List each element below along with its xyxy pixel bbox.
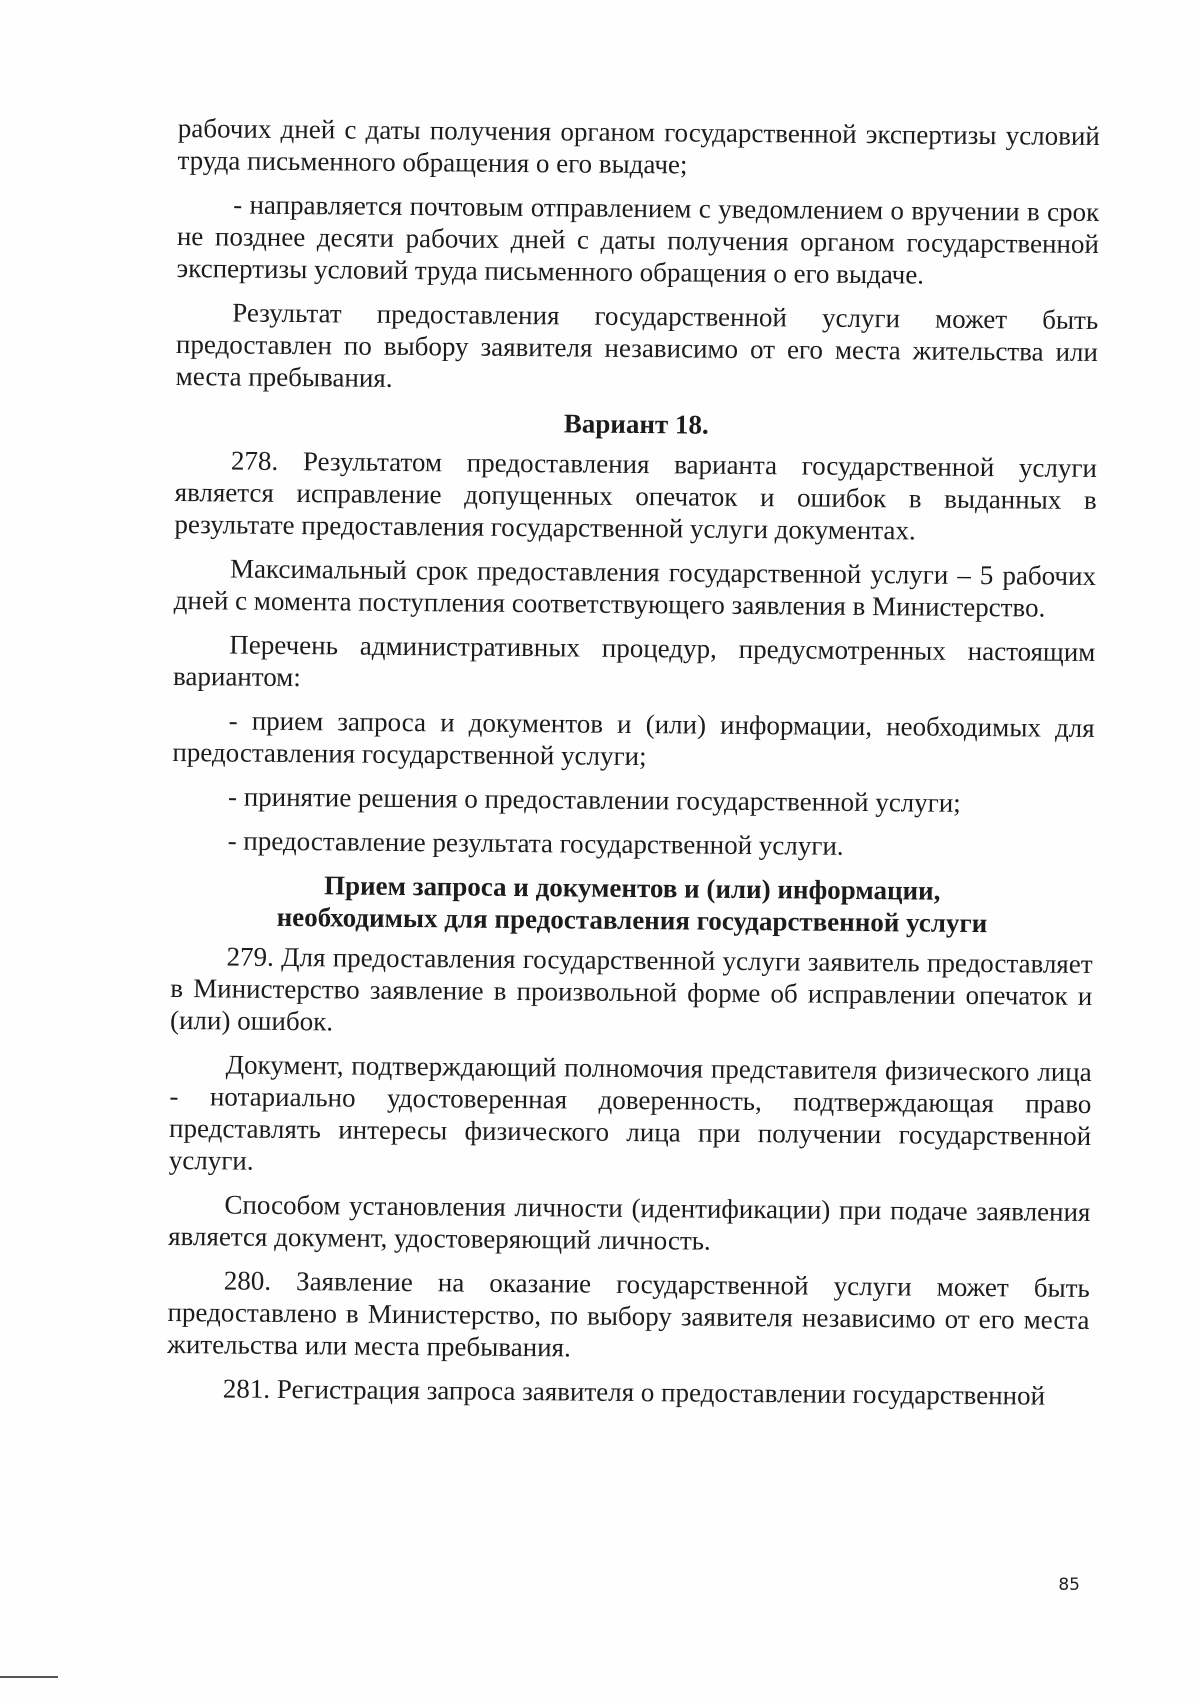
scan-edge-mark — [0, 1676, 58, 1678]
paragraph-278: 278. Результатом предоставления варианта государственной услуги является исправление допущенных опечаток и ошибок в выданных в результате предоставления государственной услуги документах. — [174, 445, 1098, 546]
paragraph-max-term: Максимальный срок предоставления государственной услуги – 5 рабочих дней с момента поступления соответствующего заявления в Министерство. — [173, 553, 1097, 623]
paragraph-279: 279. Для предоставления государственной услуги заявитель предоставляет в Министерство заявление в произвольной форме об исправлении опечаток и (или) ошибок. — [169, 941, 1093, 1037]
section-heading-line-1: Прием запроса и документов и (или) информации, — [323, 870, 941, 906]
page-number: 85 — [1058, 1575, 1080, 1595]
paragraph-identification: Способом установления личности (идентификации) при подаче заявления является документ, удостоверяющий личность. — [168, 1189, 1091, 1256]
list-item-postal-delivery: - направляется почтовым отправлением с уведомлением о вручении в срок не позднее десяти рабочих дней с даты получения органом государственной экспертизы условий труда письменного обращения о его выдаче. — [176, 189, 1100, 290]
paragraph-280: 280. Заявление на оказание государственной услуги может быть предоставлено в Министерство, по выбору заявителя независимо от его места жительства или места пребывания. — [167, 1265, 1090, 1363]
section-heading-line-2: необходимых для предоставления государственной услуги — [276, 901, 988, 939]
paragraph-procedures-list-intro: Перечень административных процедур, предусмотренных настоящим вариантом: — [172, 629, 1096, 693]
paragraph-representative-document: Документ, подтверждающий полномочия представителя физического лица - нотариально удостоверенная доверенность, подтверждающая право представлять интересы физического лица при получении государственной услуги. — [168, 1049, 1092, 1176]
list-item-decision: - принятие решения о предоставлении государственной услуги; — [227, 781, 961, 818]
list-item-reception: - прием запроса и документов и (или) информации, необходимых для предоставления государственной услуги; — [172, 705, 1095, 772]
paragraph-281: 281. Регистрация запроса заявителя о предоставлении государственной — [222, 1373, 1046, 1411]
paragraph-continuation: рабочих дней с даты получения органом государственной экспертизы условий труда письменного обращения о его выдаче; — [177, 112, 1100, 180]
paragraph-result: Результат предоставления государственной услуги может быть предоставлен по выбору заявителя независимо от его места жительства или места пребывания. — [175, 297, 1099, 393]
variant-heading: Вариант 18. — [563, 408, 709, 440]
list-item-result-provision: - предоставление результата государственной услуги. — [227, 825, 844, 861]
document-body — [167, 112, 1100, 1424]
section-heading — [171, 868, 1094, 940]
